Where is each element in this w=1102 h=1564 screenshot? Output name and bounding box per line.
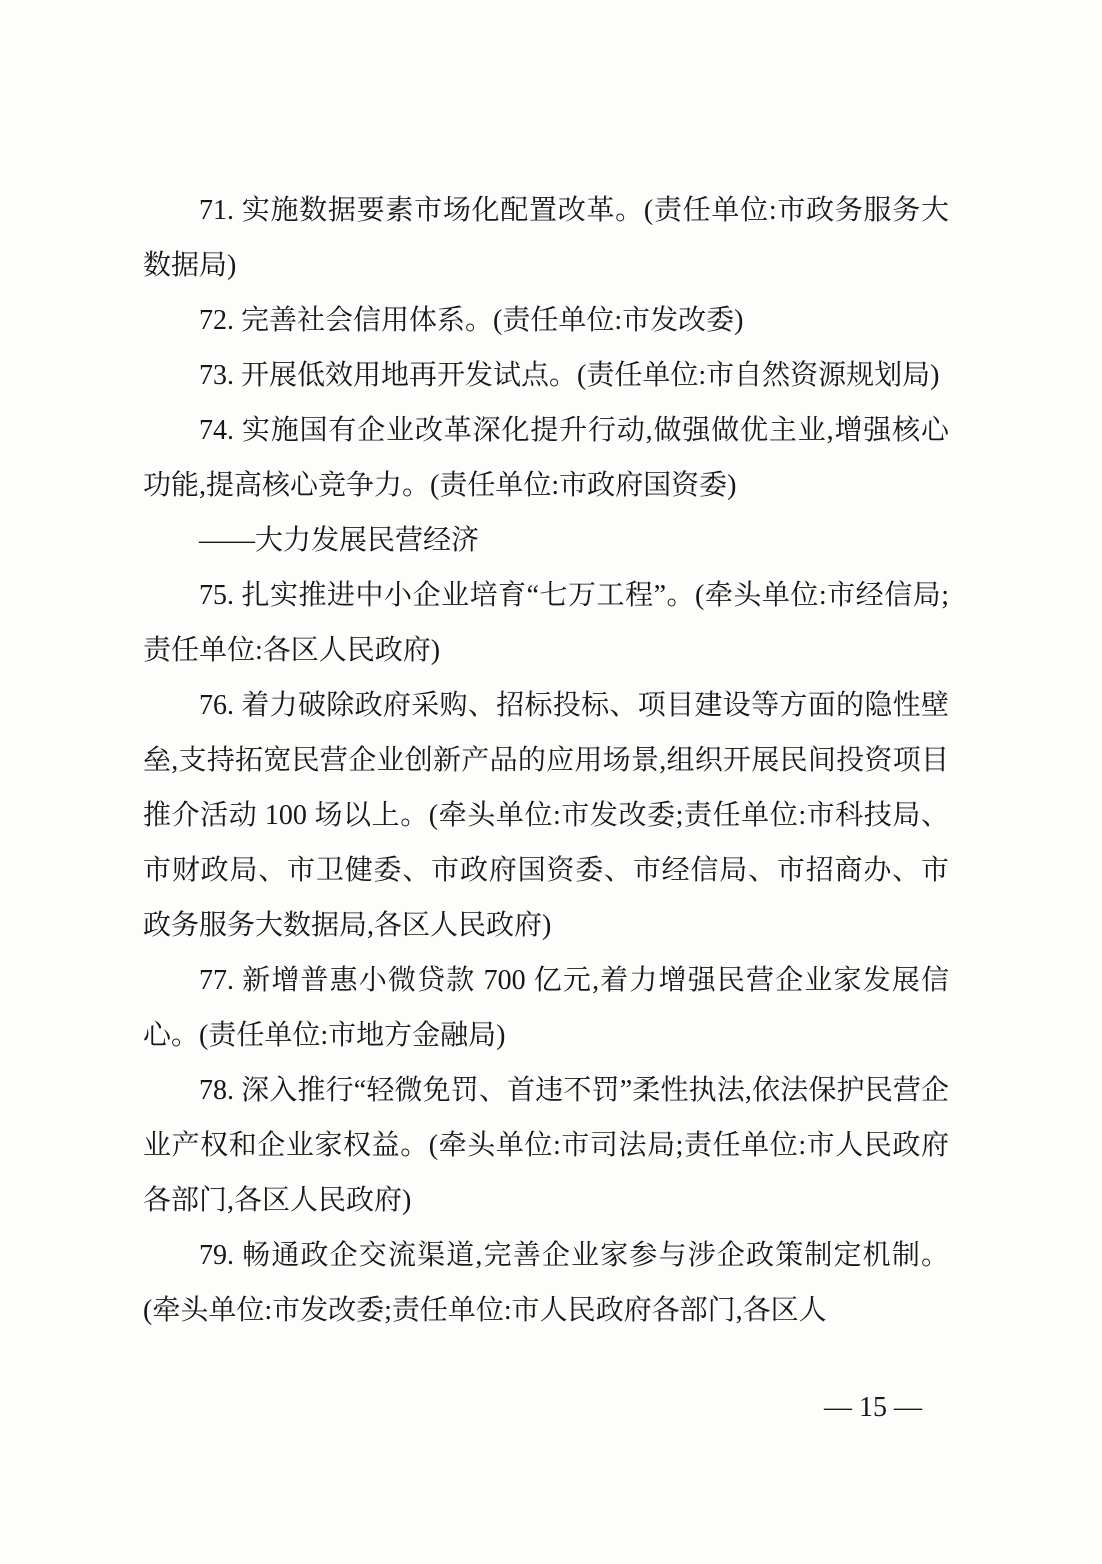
list-item-76: 76. 着力破除政府采购、招标投标、项目建设等方面的隐性壁垒,支持拓宽民营企业创新产品的应用场景,组织开展民间投资项目推介活动 100 场以上。(牵头单位:市发改委;责任单位:市科技局、市财政局、市卫健委、市政府国资委、市经信局、市招商办、市政务服务大数据局,各区人民政府) <box>143 690 949 941</box>
list-item-79: 79. 畅通政企交流渠道,完善企业家参与涉企政策制定机制。(牵头单位:市发改委;责任单位:市人民政府各部门,各区人 <box>143 1240 949 1326</box>
page-number: — 15 — <box>824 1392 922 1423</box>
list-item-73: 73. 开展低效用地再开发试点。(责任单位:市自然资源规划局) <box>199 360 940 391</box>
document-body <box>143 183 949 1338</box>
list-item-75: 75. 扎实推进中小企业培育“七万工程”。(牵头单位:市经信局;责任单位:各区人民政府) <box>143 580 949 666</box>
list-item-74: 74. 实施国有企业改革深化提升行动,做强做优主业,增强核心功能,提高核心竞争力。(责任单位:市政府国资委) <box>143 415 949 501</box>
section-heading: ——大力发展民营经济 <box>199 525 480 556</box>
list-item-72: 72. 完善社会信用体系。(责任单位:市发改委) <box>199 305 744 336</box>
list-item-77: 77. 新增普惠小微贷款 700 亿元,着力增强民营企业家发展信心。(责任单位:市地方金融局) <box>143 965 949 1051</box>
list-item-78: 78. 深入推行“轻微免罚、首违不罚”柔性执法,依法保护民营企业产权和企业家权益。(牵头单位:市司法局;责任单位:市人民政府各部门,各区人民政府) <box>143 1075 949 1216</box>
list-item-71: 71. 实施数据要素市场化配置改革。(责任单位:市政务服务大数据局) <box>143 195 949 281</box>
